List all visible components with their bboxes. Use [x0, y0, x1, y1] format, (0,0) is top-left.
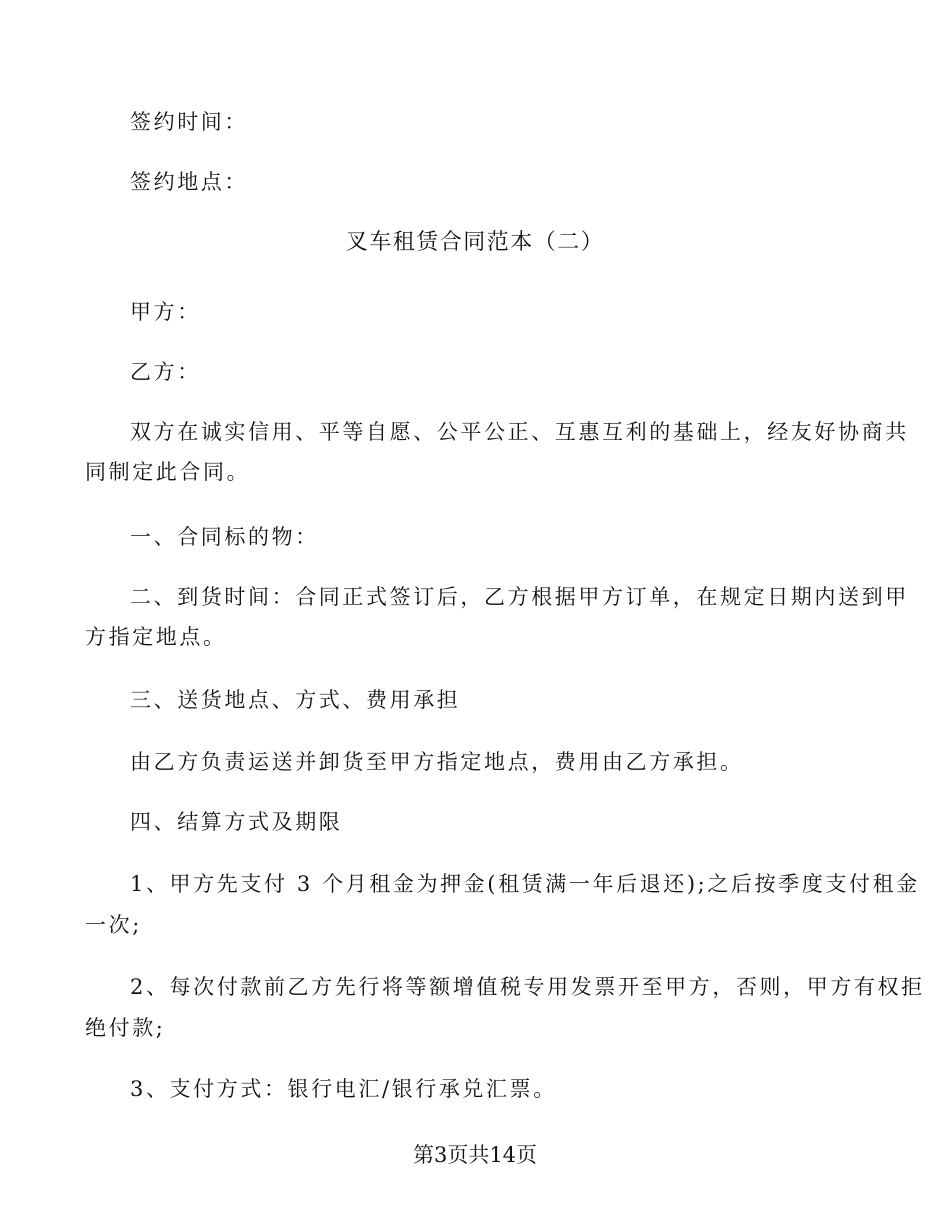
section-1-heading: 一、合同标的物：	[130, 525, 319, 549]
section-3-heading: 三、送货地点、方式、费用承担	[130, 688, 461, 712]
section-4-item-1-line-1: 1、甲方先支付 3 个月租金为押金(租赁满一年后退还);之后按季度支付租金	[130, 872, 920, 896]
section-2-line-2: 方指定地点。	[85, 625, 227, 649]
sign-time-label: 签约时间：	[130, 110, 248, 134]
document-title: 叉车租赁合同范本（二）	[345, 230, 605, 255]
section-2-line-1: 二、到货时间：合同正式签订后，乙方根据甲方订单，在规定日期内送到甲	[130, 585, 909, 609]
section-4-item-2-line-2: 绝付款;	[85, 1016, 166, 1040]
intro-paragraph-line-1: 双方在诚实信用、平等自愿、公平公正、互惠互利的基础上，经友好协商共	[130, 420, 909, 444]
sign-place-label: 签约地点：	[130, 170, 248, 194]
intro-paragraph-line-2: 同制定此合同。	[85, 460, 251, 484]
page-number: 第3页共14页	[412, 1143, 538, 1167]
section-4-item-1-line-2: 一次;	[85, 913, 142, 937]
party-b-label: 乙方：	[130, 360, 201, 384]
section-4-heading: 四、结算方式及期限	[130, 810, 343, 834]
party-a-label: 甲方：	[130, 300, 201, 324]
section-4-item-2-line-1: 2、每次付款前乙方先行将等额增值税专用发票开至甲方，否则，甲方有权拒	[130, 975, 925, 999]
section-4-item-3: 3、支付方式：银行电汇/银行承兑汇票。	[130, 1077, 557, 1101]
section-3-body: 由乙方负责运送并卸货至甲方指定地点，费用由乙方承担。	[130, 750, 744, 774]
